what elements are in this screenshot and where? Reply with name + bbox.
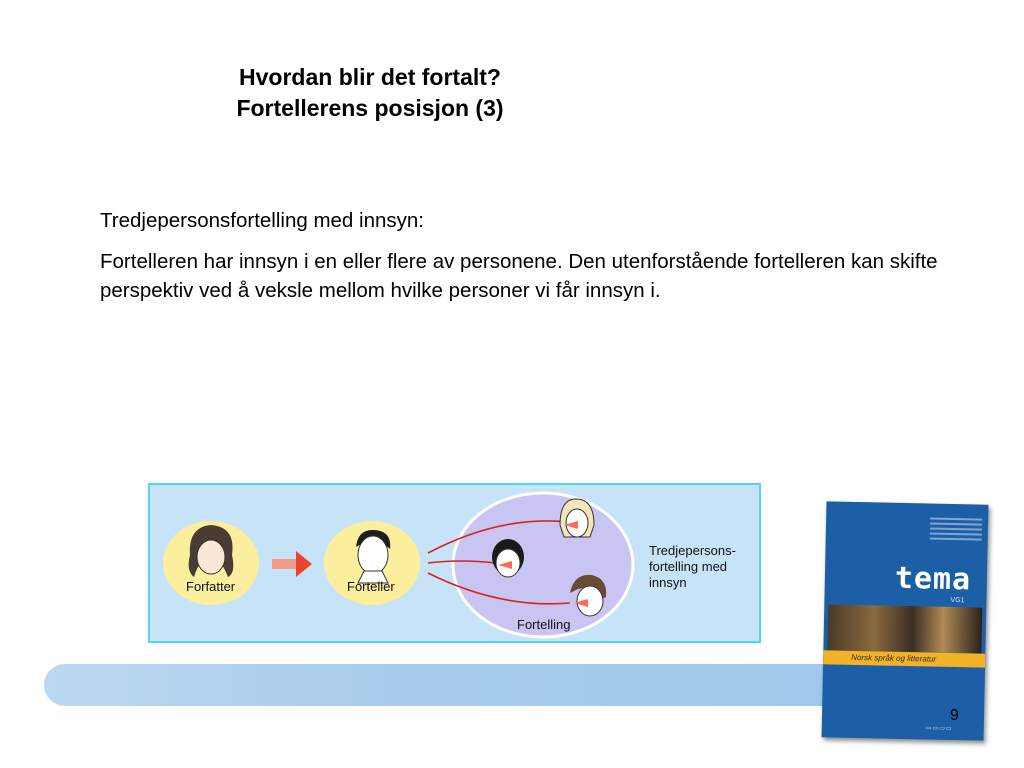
narrator-diagram bbox=[148, 483, 761, 643]
book-title: tema bbox=[894, 560, 972, 598]
book-subtitle: Norsk språk og litteratur bbox=[851, 652, 937, 664]
page-number: 9 bbox=[950, 707, 959, 724]
author-figure bbox=[163, 521, 259, 605]
book-cover-photo bbox=[827, 604, 982, 653]
caption-line-3: innsyn bbox=[649, 575, 687, 590]
author-label: Forfatter bbox=[186, 579, 236, 594]
title-line-1: Hvordan blir det fortalt? bbox=[239, 64, 501, 90]
textbook-cover bbox=[822, 501, 989, 740]
body-heading: Tredjepersonsfortelling med innsyn: bbox=[100, 209, 424, 232]
narrator-figure bbox=[324, 521, 420, 605]
slide-title bbox=[160, 62, 580, 124]
character-top bbox=[560, 499, 594, 537]
narrator-label: Forteller bbox=[347, 579, 395, 594]
narrator-face bbox=[358, 536, 388, 574]
story-oval bbox=[453, 493, 633, 637]
caption-line-2: fortelling med bbox=[649, 559, 728, 574]
decorative-banner bbox=[44, 664, 844, 706]
publisher-logo: ▭▭▭▭ bbox=[925, 725, 953, 733]
book-author-list bbox=[930, 518, 983, 544]
title-line-2: Fortellerens posisjon (3) bbox=[236, 95, 504, 121]
slide-body bbox=[100, 206, 960, 317]
narrator-diagram-svg bbox=[150, 485, 759, 641]
author-face bbox=[197, 540, 225, 574]
story-label: Fortelling bbox=[517, 617, 571, 632]
caption-line-1: Tredjepersons- bbox=[649, 543, 736, 558]
body-paragraph: Fortelleren har innsyn i en eller flere av personene. Den utenforstående fortelleren kan skifte perspektiv ved å veksle mellom hvilke personer vi får innsyn i. bbox=[100, 250, 938, 302]
book-grade: VG1 bbox=[950, 596, 965, 605]
author-to-narrator-arrow bbox=[272, 551, 312, 577]
